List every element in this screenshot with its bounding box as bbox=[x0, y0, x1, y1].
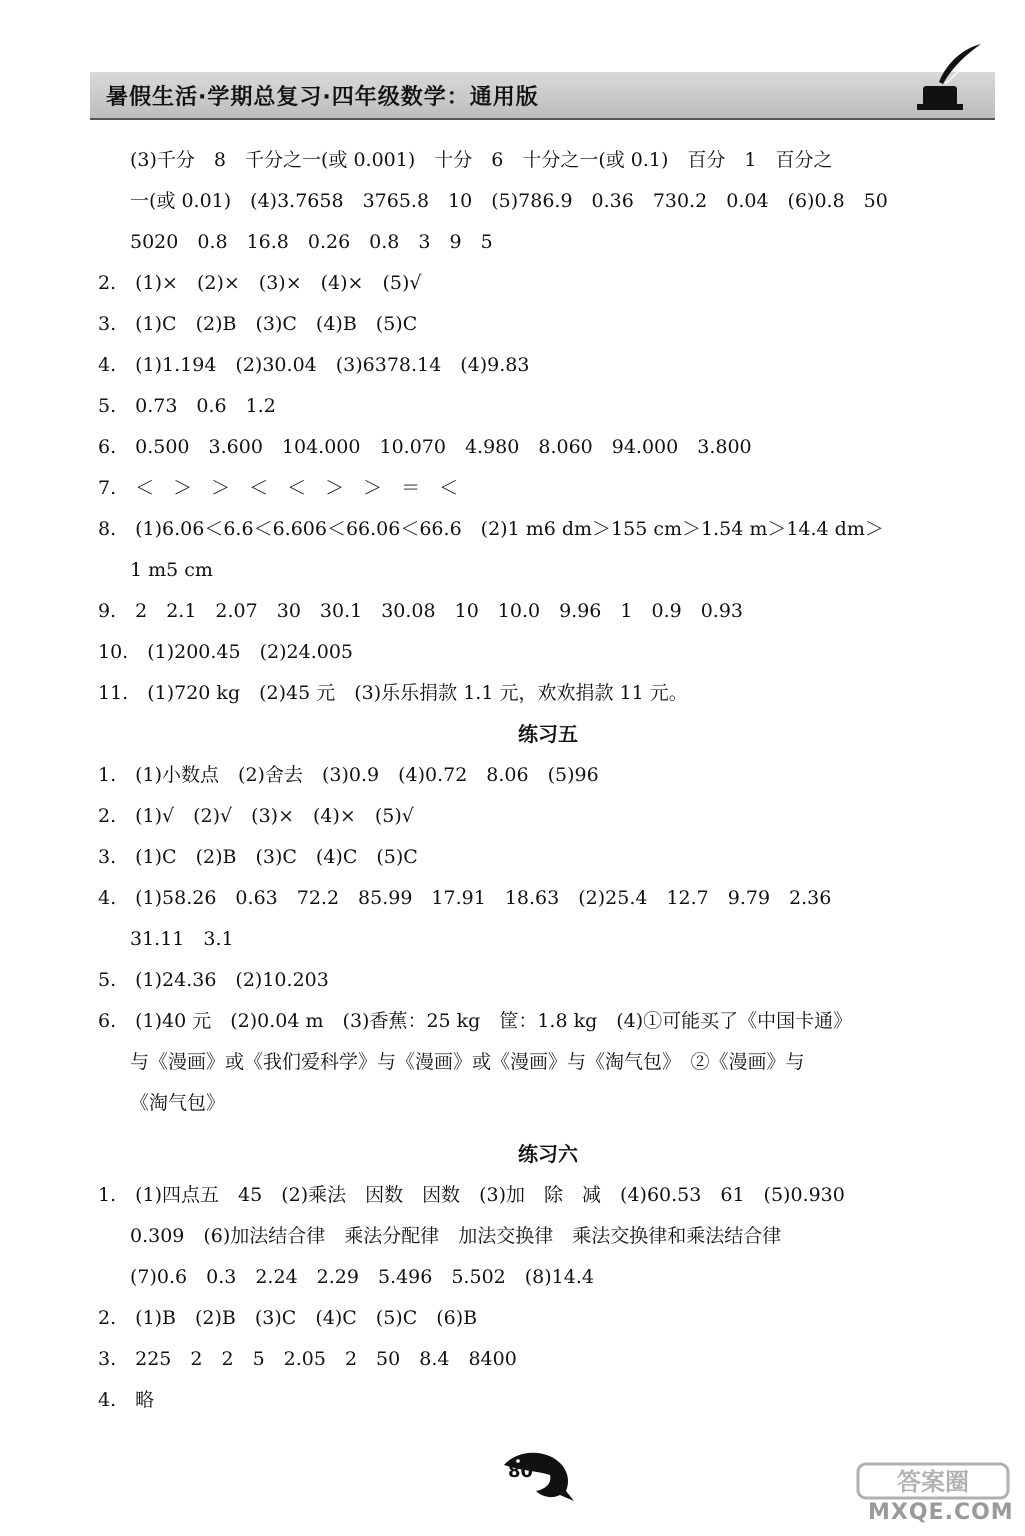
answer-line: (7)0.6 0.3 2.24 2.29 5.496 5.502 (8)14.4 bbox=[130, 1266, 594, 1288]
answer-line: 5020 0.8 16.8 0.26 0.8 3 9 5 bbox=[130, 231, 493, 253]
answer-line: 5. 0.73 0.6 1.2 bbox=[98, 395, 276, 417]
answer-line: 2. (1)√ (2)√ (3)× (4)× (5)√ bbox=[98, 805, 414, 827]
answer-line: 4. 略 bbox=[98, 1389, 155, 1411]
answer-line: 31.11 3.1 bbox=[130, 928, 234, 950]
answer-line: 4. (1)58.26 0.63 72.2 85.99 17.91 18.63 (2)25.4 12.7 9.79 2.36 bbox=[98, 887, 832, 909]
answer-line: 0.309 (6)加法结合律 乘法分配律 加法交换律 乘法交换律和乘法结合律 bbox=[130, 1225, 782, 1247]
answer-content bbox=[98, 140, 998, 1421]
answer-line: 1 m5 cm bbox=[130, 559, 213, 581]
header-title: 暑假生活·学期总复习·四年级数学：通用版 bbox=[106, 85, 539, 110]
section-title-practice-5: 练习五 bbox=[518, 722, 578, 746]
answer-line: 10. (1)200.45 (2)24.005 bbox=[98, 641, 354, 663]
answer-line: 8. (1)6.06＜6.6＜6.606＜66.06＜66.6 (2)1 m6 dm＞155 cm＞1.54 m＞14.4 dm＞ bbox=[98, 518, 884, 540]
watermark-text: MXQE.COM bbox=[868, 1500, 1014, 1525]
answer-line: 3. (1)C (2)B (3)C (4)B (5)C bbox=[98, 313, 418, 335]
svg-text:答案圈: 答案圈 bbox=[897, 1468, 969, 1496]
answer-line: 与《漫画》或《我们爱科学》与《漫画》或《漫画》与《淘气包》 ②《漫画》与 bbox=[130, 1051, 805, 1073]
answer-line: 7. ＜ ＞ ＞ ＜ ＜ ＞ ＞ ＝ ＜ bbox=[98, 477, 459, 499]
answer-line: 2. (1)B (2)B (3)C (4)C (5)C (6)B bbox=[98, 1307, 478, 1329]
section-title-practice-6: 练习六 bbox=[518, 1142, 578, 1166]
answer-line: 《淘气包》 bbox=[130, 1092, 226, 1114]
answer-line: 11. (1)720 kg (2)45 元 (3)乐乐捐款 1.1 元，欢欢捐款 11 元。 bbox=[98, 682, 688, 704]
page-header bbox=[90, 72, 995, 120]
answer-line: 5. (1)24.36 (2)10.203 bbox=[98, 969, 329, 991]
answer-line: 1. (1)四点五 45 (2)乘法 因数 因数 (3)加 除 减 (4)60.53 61 (5)0.930 bbox=[98, 1184, 845, 1206]
answer-line: 3. 225 2 2 5 2.05 2 50 8.4 8400 bbox=[98, 1348, 517, 1370]
answer-line: 6. 0.500 3.600 104.000 10.070 4.980 8.060 94.000 3.800 bbox=[98, 436, 752, 458]
answer-line: 2. (1)× (2)× (3)× (4)× (5)√ bbox=[98, 272, 422, 294]
answer-line: 6. (1)40 元 (2)0.04 m (3)香蕉：25 kg 筐：1.8 kg (4)①可能买了《中国卡通》 bbox=[98, 1010, 853, 1032]
answer-line: 9. 2 2.1 2.07 30 30.1 30.08 10 10.0 9.96 1 0.9 0.93 bbox=[98, 600, 744, 622]
answer-line: 一(或 0.01) (4)3.7658 3765.8 10 (5)786.9 0.36 730.2 0.04 (6)0.8 50 bbox=[130, 190, 888, 212]
answer-line: (3)千分 8 千分之一(或 0.001) 十分 6 十分之一(或 0.1) 百分 1 百分之 bbox=[130, 149, 833, 171]
page-number: 80 bbox=[508, 1461, 534, 1482]
answer-line: 4. (1)1.194 (2)30.04 (3)6378.14 (4)9.83 bbox=[98, 354, 530, 376]
answer-line: 1. (1)小数点 (2)舍去 (3)0.9 (4)0.72 8.06 (5)96 bbox=[98, 764, 599, 786]
answer-line: 3. (1)C (2)B (3)C (4)C (5)C bbox=[98, 846, 418, 868]
quill-inkwell-icon bbox=[909, 42, 989, 120]
